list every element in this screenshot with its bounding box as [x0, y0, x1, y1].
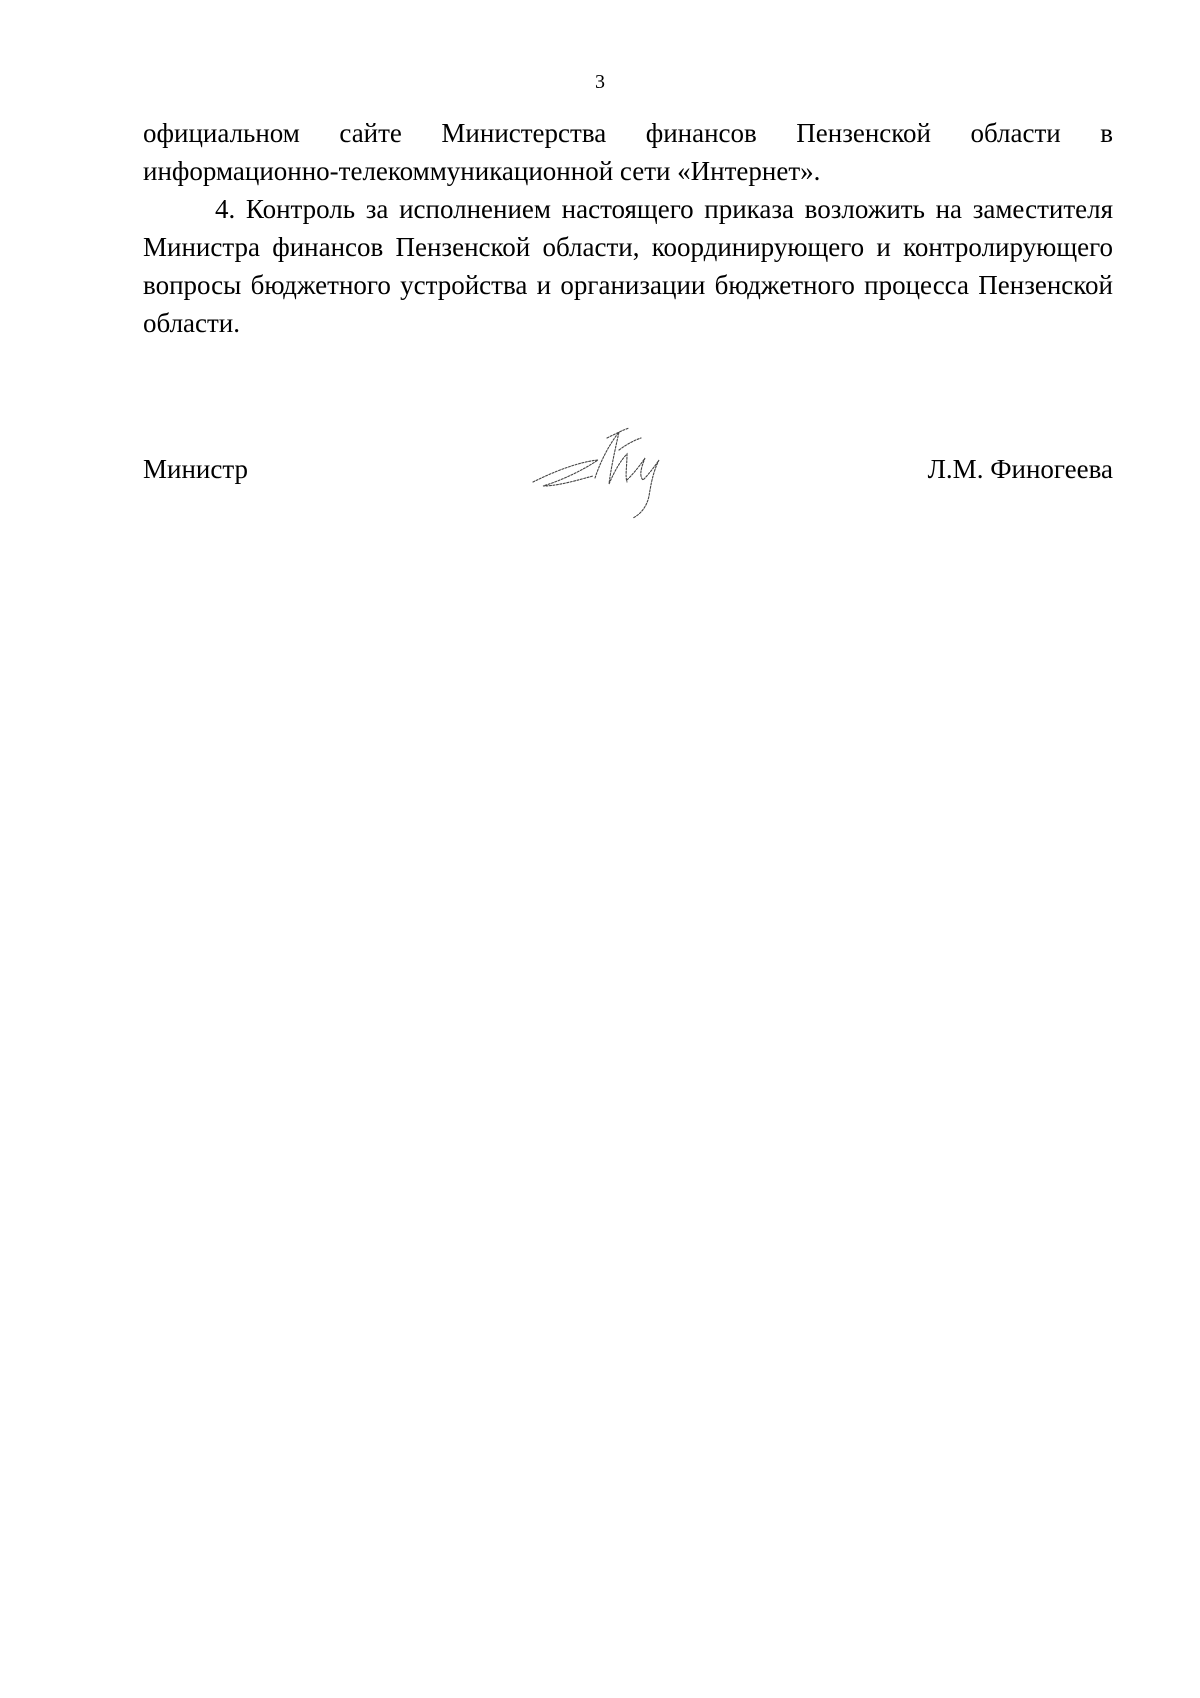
page-number: 3 — [595, 71, 605, 93]
document-body — [143, 114, 1113, 342]
signatory-position: Министр — [143, 454, 248, 484]
signatory-name: Л.М. Финогеева — [927, 454, 1113, 484]
signature-block — [143, 450, 1113, 510]
handwritten-signature — [523, 420, 683, 520]
paragraph-item-4: 4. Контроль за исполнением настоящего приказа возложить на заместителя Министра финансов Пензенской области, координирующего и контролирующего вопросы бюджетного устройства и организации бюджетного процесса Пензенской области. — [143, 194, 1113, 338]
paragraph-continuation: официальном сайте Министерства финансов Пензенской области в информационно-телекоммуникационной сети «Интернет». — [143, 118, 1113, 186]
